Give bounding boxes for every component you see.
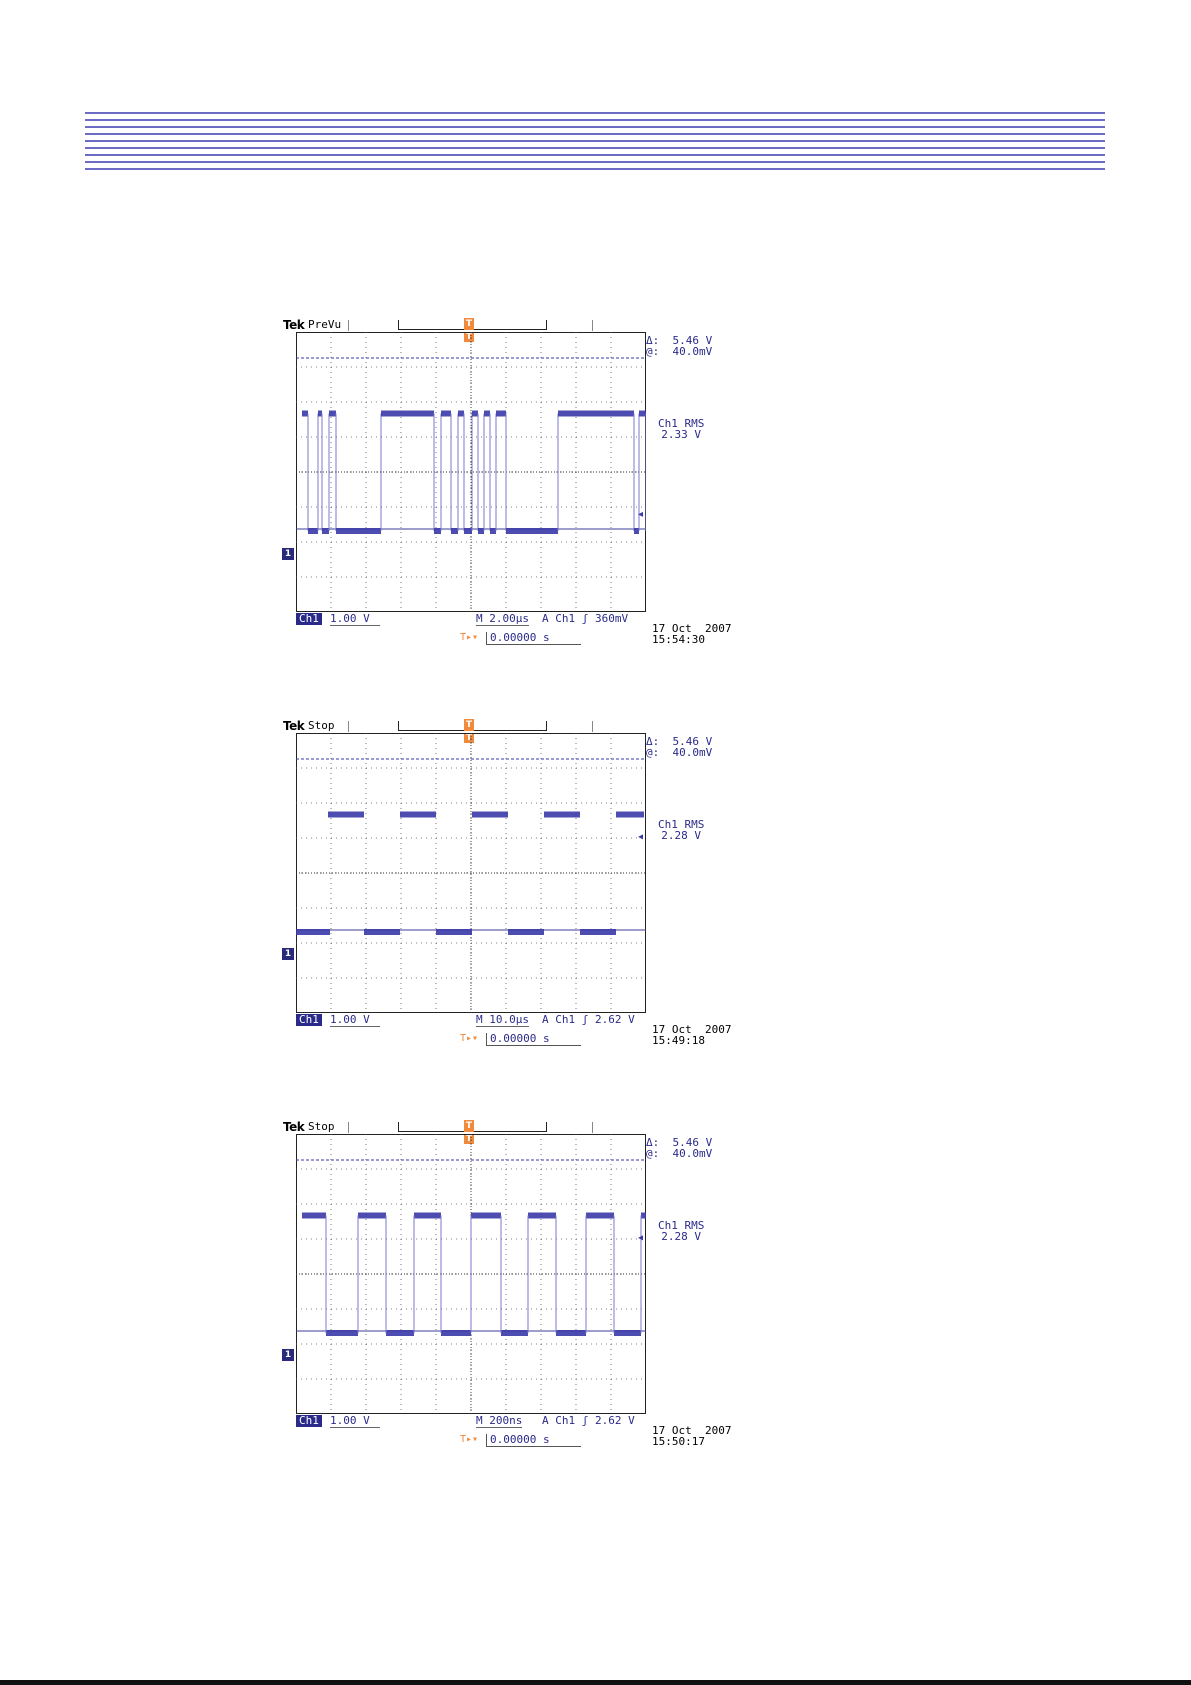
trigger-position-icon: T bbox=[465, 1121, 473, 1131]
scope-screen bbox=[296, 1134, 646, 1414]
trigger-mode: A bbox=[542, 1414, 549, 1427]
trigger-level: 360mV bbox=[595, 612, 629, 625]
at-value: 40.0mV bbox=[672, 345, 713, 358]
trace-low bbox=[478, 528, 484, 534]
rms-measurement bbox=[658, 819, 704, 841]
rms-measurement bbox=[658, 1220, 704, 1242]
trace-high bbox=[558, 411, 634, 417]
trace-low bbox=[451, 528, 458, 534]
trace-high bbox=[496, 411, 506, 417]
trigger-level: 2.62 V bbox=[595, 1414, 635, 1427]
timestamp bbox=[652, 1024, 731, 1046]
divider bbox=[592, 721, 593, 732]
trace-low bbox=[556, 1330, 586, 1336]
channel-ground-marker: 1 bbox=[282, 1349, 294, 1361]
trigger-position-icon: T bbox=[465, 720, 473, 730]
rms-value: 2.33 V bbox=[661, 428, 702, 441]
at-icon: @: bbox=[646, 345, 673, 358]
trace-low bbox=[580, 929, 616, 935]
trace-low bbox=[336, 528, 381, 534]
trigger-mode: A bbox=[542, 612, 549, 625]
timebase-value: 2.00µs bbox=[489, 612, 529, 625]
trace-low bbox=[308, 528, 318, 534]
trace-low bbox=[364, 929, 400, 935]
divider bbox=[348, 320, 349, 331]
trace-high bbox=[484, 411, 490, 417]
delta-value: 5.46 V bbox=[672, 334, 713, 347]
trigger-info bbox=[542, 1415, 635, 1427]
at-value: 40.0mV bbox=[672, 746, 713, 759]
time-value: 15:49:18 bbox=[652, 1034, 705, 1047]
channel-ground-marker: 1 bbox=[282, 948, 294, 960]
status-footer bbox=[296, 1415, 646, 1428]
rms-measurement bbox=[658, 418, 704, 440]
trigger-level-arrow-icon: ◂ bbox=[638, 1232, 644, 1244]
delta-icon: Δ: bbox=[646, 334, 673, 347]
date-value: 17 Oct 2007 bbox=[652, 1424, 732, 1437]
trace-low bbox=[508, 929, 544, 935]
scope-screen bbox=[296, 733, 646, 1013]
trace-low bbox=[501, 1330, 528, 1336]
divider bbox=[592, 1122, 593, 1133]
rms-label: Ch1 RMS bbox=[658, 1219, 705, 1232]
trigger-level-arrow-icon: ◂ bbox=[638, 509, 644, 520]
trace-low bbox=[634, 528, 639, 534]
trace-high bbox=[586, 1213, 614, 1219]
trigger-channel: Ch1 bbox=[555, 1414, 576, 1427]
scope-capture-3 bbox=[280, 1120, 740, 1460]
at-icon: @: bbox=[646, 1147, 673, 1160]
trigger-level-arrow-icon: ◂ bbox=[638, 831, 644, 843]
cursor-readout bbox=[646, 335, 712, 357]
acquisition-status: Stop bbox=[308, 1120, 335, 1133]
trigger-channel: Ch1 bbox=[555, 612, 576, 625]
vertical-scale: 1.00 V bbox=[330, 613, 380, 626]
time-value: 15:50:17 bbox=[652, 1435, 705, 1448]
scope-capture-1 bbox=[280, 318, 740, 658]
brand-label: Tek bbox=[283, 318, 305, 332]
channel-badge: Ch1 bbox=[296, 1014, 322, 1026]
trigger-offset-icon: T▸▾ bbox=[460, 1434, 479, 1445]
delta-value: 5.46 V bbox=[672, 1136, 713, 1149]
trace-low bbox=[322, 528, 329, 534]
trigger-marker-icon: T bbox=[465, 1134, 473, 1144]
brand-label: Tek bbox=[283, 719, 305, 733]
trace-high bbox=[458, 411, 464, 417]
rms-label: Ch1 RMS bbox=[658, 417, 705, 430]
delta-value: 5.46 V bbox=[672, 735, 713, 748]
trigger-position-icon: T bbox=[465, 319, 473, 329]
trace-low bbox=[464, 528, 472, 534]
header-rules bbox=[85, 112, 1105, 172]
timebase-value: 10.0µs bbox=[489, 1013, 529, 1026]
scope-capture-2 bbox=[280, 719, 740, 1059]
timestamp bbox=[652, 623, 731, 645]
trace-high bbox=[302, 1213, 326, 1219]
time-value: 15:54:30 bbox=[652, 633, 705, 646]
rms-value: 2.28 V bbox=[661, 829, 702, 842]
divider bbox=[348, 1122, 349, 1133]
timebase: M 200ns bbox=[476, 1414, 523, 1427]
trace-low bbox=[386, 1330, 414, 1336]
date-value: 17 Oct 2007 bbox=[652, 1023, 732, 1036]
trigger-mode: A bbox=[542, 1013, 549, 1026]
trace-high bbox=[544, 812, 580, 818]
trace-high bbox=[528, 1213, 556, 1219]
trigger-offset-icon: T▸▾ bbox=[460, 632, 479, 643]
trigger-channel: Ch1 bbox=[555, 1013, 576, 1026]
bottom-rule bbox=[0, 1680, 1191, 1685]
rising-edge-icon: ʃ bbox=[581, 1013, 589, 1026]
trace-low bbox=[490, 528, 496, 534]
trigger-marker-icon: T bbox=[465, 332, 473, 342]
position-value: 0.00000 s bbox=[486, 1033, 581, 1046]
trace-high bbox=[471, 1213, 501, 1219]
channel-badge: Ch1 bbox=[296, 613, 322, 625]
trace-high bbox=[318, 411, 322, 417]
trace-low bbox=[506, 528, 558, 534]
status-footer bbox=[296, 1014, 646, 1027]
date-value: 17 Oct 2007 bbox=[652, 622, 732, 635]
channel-ground-marker: 1 bbox=[282, 548, 294, 560]
vertical-scale: 1.00 V bbox=[330, 1014, 380, 1027]
vertical-scale: 1.00 V bbox=[330, 1415, 380, 1428]
trace-high bbox=[641, 1213, 646, 1219]
trace-high bbox=[381, 411, 434, 417]
position-value: 0.00000 s bbox=[486, 1434, 581, 1447]
trace-high bbox=[358, 1213, 386, 1219]
trigger-level: 2.62 V bbox=[595, 1013, 635, 1026]
trace-low bbox=[326, 1330, 358, 1336]
delta-icon: Δ: bbox=[646, 1136, 673, 1149]
rms-label: Ch1 RMS bbox=[658, 818, 705, 831]
timebase: M 10.0µs bbox=[476, 1013, 529, 1026]
divider bbox=[592, 320, 593, 331]
trace-low bbox=[434, 528, 441, 534]
at-value: 40.0mV bbox=[672, 1147, 713, 1160]
trigger-marker-icon: T bbox=[465, 733, 473, 743]
trace-high bbox=[302, 411, 308, 417]
trace-high bbox=[472, 411, 478, 417]
timebase-value: 200ns bbox=[489, 1414, 523, 1427]
acquisition-status: PreVu bbox=[308, 318, 342, 331]
trace-high bbox=[472, 812, 508, 818]
trigger-info bbox=[542, 613, 628, 625]
brand-label: Tek bbox=[283, 1120, 305, 1134]
trigger-info bbox=[542, 1014, 635, 1026]
cursor-readout bbox=[646, 736, 712, 758]
trace-low bbox=[436, 929, 472, 935]
channel-badge: Ch1 bbox=[296, 1415, 322, 1427]
trace-high bbox=[414, 1213, 441, 1219]
scope-screen bbox=[296, 332, 646, 612]
position-value: 0.00000 s bbox=[486, 632, 581, 645]
trace-high bbox=[328, 812, 364, 818]
trace-high bbox=[329, 411, 336, 417]
cursor-readout bbox=[646, 1137, 712, 1159]
at-icon: @: bbox=[646, 746, 673, 759]
trace-low bbox=[614, 1330, 641, 1336]
trace-low bbox=[441, 1330, 471, 1336]
trigger-offset-icon: T▸▾ bbox=[460, 1033, 479, 1044]
divider bbox=[348, 721, 349, 732]
rising-edge-icon: ʃ bbox=[581, 612, 589, 625]
rms-value: 2.28 V bbox=[661, 1230, 702, 1243]
acquisition-status: Stop bbox=[308, 719, 335, 732]
timestamp bbox=[652, 1425, 731, 1447]
trace-low bbox=[296, 929, 330, 935]
trace-high bbox=[639, 411, 646, 417]
rising-edge-icon: ʃ bbox=[581, 1414, 589, 1427]
trace-high bbox=[400, 812, 436, 818]
delta-icon: Δ: bbox=[646, 735, 673, 748]
status-footer bbox=[296, 613, 646, 626]
trace-high bbox=[441, 411, 451, 417]
trace-high bbox=[616, 812, 644, 818]
timebase: M 2.00µs bbox=[476, 612, 529, 625]
